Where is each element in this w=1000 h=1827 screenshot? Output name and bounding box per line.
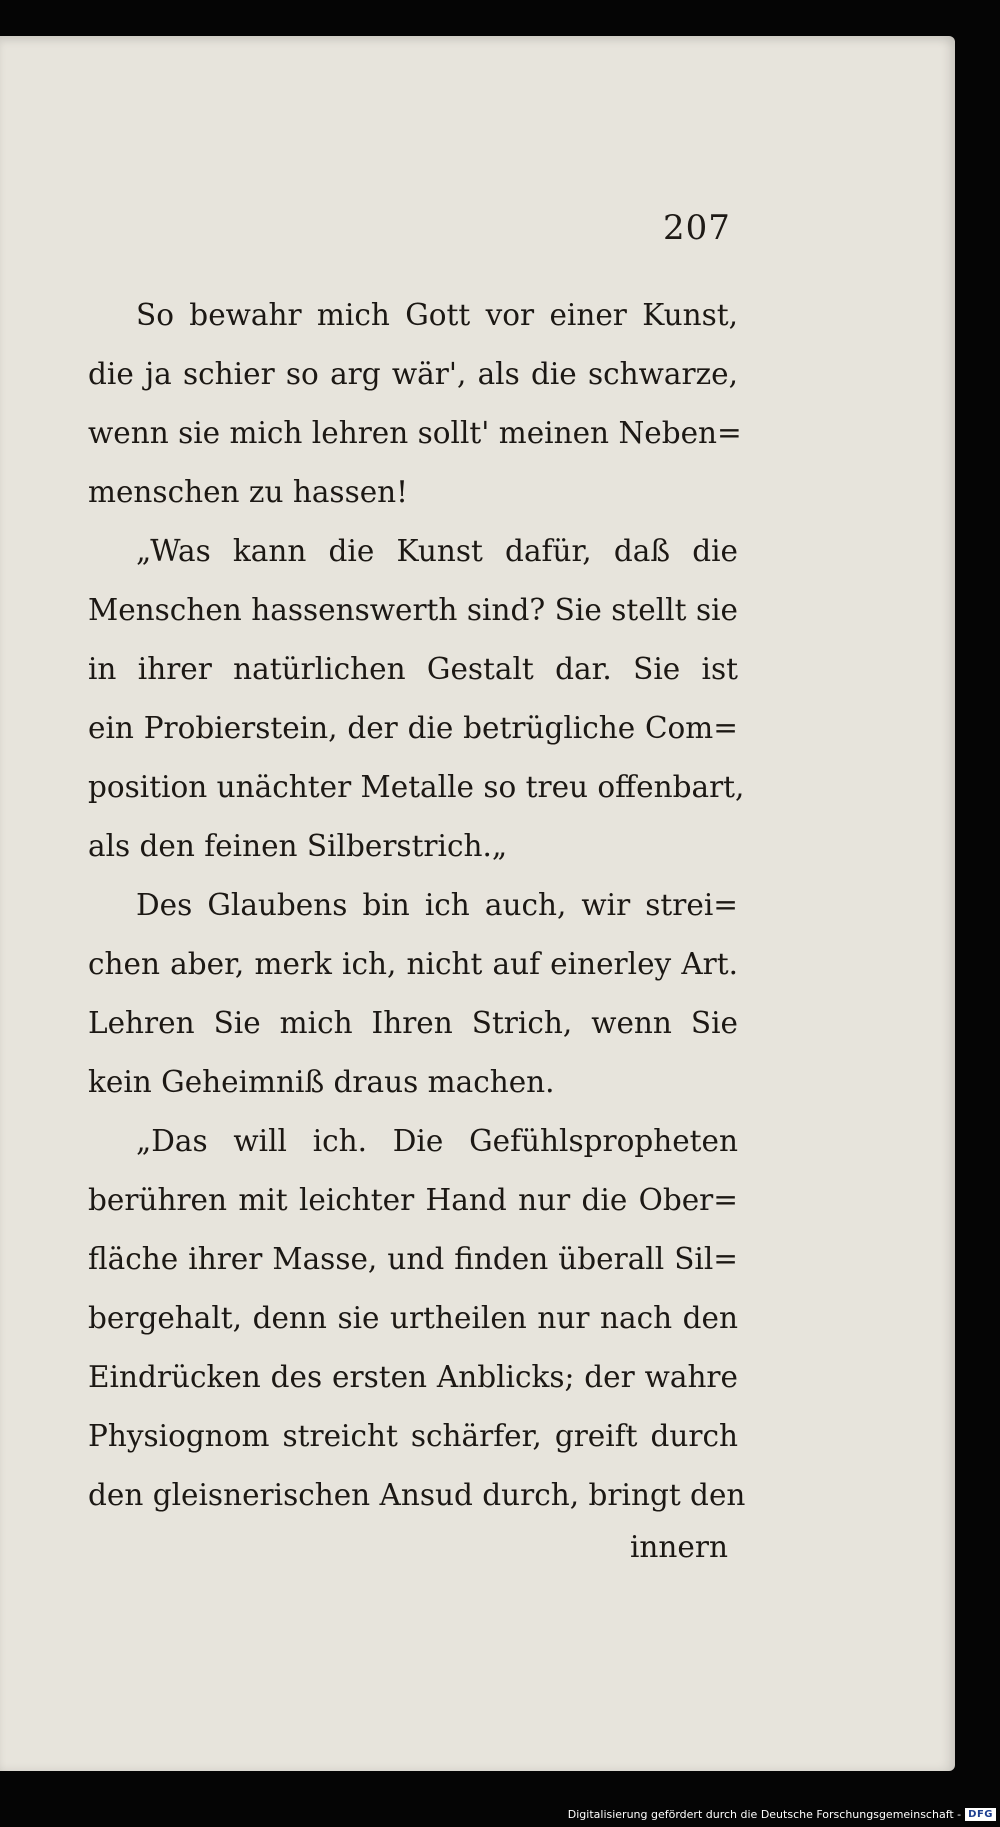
text-line: die ja schier so arg wär', als die schwarze, bbox=[88, 357, 738, 391]
text-line: bergehalt, denn sie urtheilen nur nach den bbox=[88, 1301, 738, 1335]
text-line: Eindrücken des ersten Anblicks; der wahre bbox=[88, 1360, 738, 1394]
dfg-logo-icon: DFG bbox=[965, 1808, 996, 1821]
text-line: in ihrer natürlichen Gestalt dar. Sie ist bbox=[88, 652, 738, 686]
catchword: innern bbox=[630, 1530, 728, 1564]
text-line: So bewahr mich Gott vor einer Kunst, bbox=[136, 298, 738, 332]
text-line: „Was kann die Kunst dafür, daß die bbox=[136, 534, 738, 568]
text-line: ein Probierstein, der die betrügliche Com= bbox=[88, 711, 738, 745]
text-line: Physiognom streicht schärfer, greift durch bbox=[88, 1419, 738, 1453]
text-line: wenn sie mich lehren sollt' meinen Neben= bbox=[88, 416, 742, 450]
text-line: „Das will ich. Die Gefühlspropheten bbox=[136, 1124, 738, 1158]
text-line: den gleisnerischen Ansud durch, bringt den bbox=[88, 1478, 746, 1512]
book-page bbox=[0, 36, 955, 1771]
text-line: berühren mit leichter Hand nur die Ober= bbox=[88, 1183, 738, 1217]
text-line: menschen zu hassen! bbox=[88, 475, 409, 509]
text-line: Lehren Sie mich Ihren Strich, wenn Sie bbox=[88, 1006, 738, 1040]
text-line: chen aber, merk ich, nicht auf einerley Art. bbox=[88, 947, 738, 981]
page-number: 207 bbox=[663, 208, 731, 248]
digitization-credit bbox=[568, 1803, 996, 1825]
text-line: position unächter Metalle so treu offenbart, bbox=[88, 770, 745, 804]
text-line: als den feinen Silberstrich.„ bbox=[88, 829, 508, 863]
text-line: fläche ihrer Masse, und finden überall Sil= bbox=[88, 1242, 738, 1276]
credit-text: Digitalisierung gefördert durch die Deutsche Forschungsgemeinschaft - bbox=[567, 1807, 962, 1821]
text-line: Menschen hassenswerth sind? Sie stellt sie bbox=[88, 593, 738, 627]
text-line: kein Geheimniß draus machen. bbox=[88, 1065, 555, 1099]
body-text bbox=[88, 286, 746, 1525]
text-line: Des Glaubens bin ich auch, wir strei= bbox=[136, 888, 738, 922]
